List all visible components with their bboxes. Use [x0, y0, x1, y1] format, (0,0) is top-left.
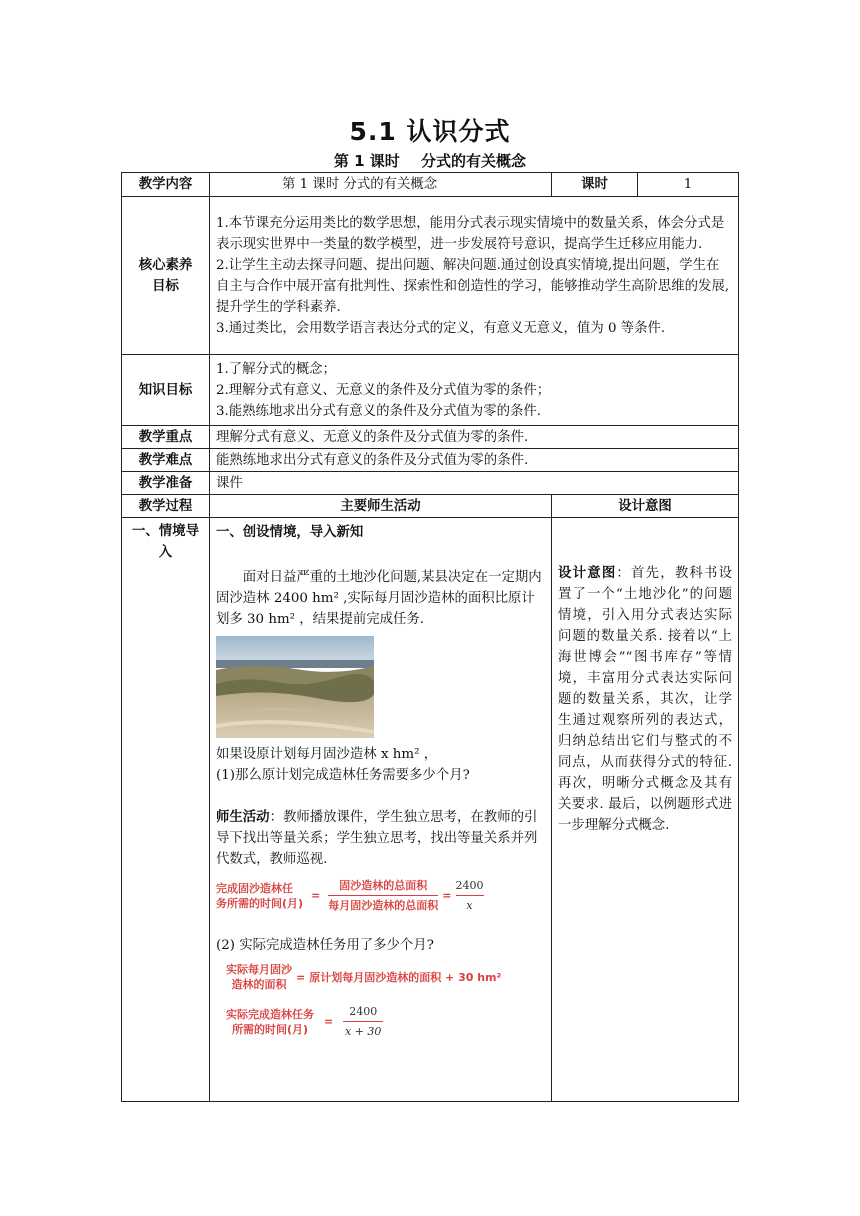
desert-photo	[216, 636, 374, 738]
row-content	[122, 173, 739, 197]
equation-3	[216, 1004, 545, 1039]
intent-paragraph	[558, 563, 732, 836]
question-1: (1)那么原计划完成造林任务需要多少个月?	[216, 768, 470, 783]
value-difficult: 能熟练地求出分式有意义的条件及分式值为零的条件.	[210, 449, 739, 472]
knowledge-item-3: 3.能熟练地求出分式有意义的条件及分式值为零的条件.	[216, 403, 542, 419]
row-core	[122, 197, 739, 355]
label-difficult: 教学难点	[122, 449, 210, 472]
question-intro: 如果设原计划每月固沙造林 x hm² ，	[216, 747, 438, 762]
eq3-fraction	[343, 1004, 383, 1039]
equation-2	[216, 962, 545, 992]
label-prep: 教学准备	[122, 472, 210, 495]
section-title: 一、创设情境，导入新知	[216, 525, 364, 540]
row-process-header	[122, 495, 739, 518]
eq1-equals-2: =	[442, 889, 452, 902]
header-process: 教学过程	[122, 495, 210, 518]
eq1-result-bar	[456, 895, 484, 896]
eq3-fraction-bar	[343, 1021, 383, 1022]
lesson-plan-table	[121, 172, 739, 1102]
activity-label: 师生活动	[216, 810, 270, 825]
eq1-result-num: 2400	[455, 879, 484, 892]
value-key: 理解分式有意义、无意义的条件及分式值为零的条件.	[210, 426, 739, 449]
eq1-result-den: x	[466, 899, 473, 912]
eq3-left-line1: 实际完成造林任务	[226, 1007, 314, 1021]
eq2-left	[226, 962, 292, 992]
eq2-right: 原计划每月固沙造林的面积 + 30 hm²	[309, 970, 502, 984]
value-content: 第 1 课时 分式的有关概念	[210, 173, 552, 197]
activity-paragraph	[216, 807, 545, 870]
label-core-line2: 目标	[152, 278, 179, 294]
desert-photo-image	[216, 636, 374, 738]
eq3-equals: =	[324, 1015, 334, 1028]
subtitle-period: 第 1 课时	[333, 152, 400, 170]
eq1-left-line1: 完成固沙造林任	[216, 881, 293, 895]
row-prep	[122, 472, 739, 495]
eq1-denominator: 每月固沙造林的总面积	[328, 899, 439, 912]
core-item-1: 1.本节课充分运用类比的数学思想，能用分式表示现实情境中的数量关系，体会分式是表示现实世界中一类量的数学模型，进一步发展符号意识，提高学生迁移应用能力.	[216, 215, 725, 252]
subtitle-topic: 分式的有关概念	[421, 152, 527, 170]
intent-label: 设计意图	[558, 566, 617, 581]
intent-text: ：首先，教科书设置了一个“土地沙化”的问题情境，引入用分式表达实际问题的数量关系. 接着以“上海世博会”“图书库存”等情境，丰富用分式表达实际问题的数量关系，其次，让学生通过观察所列的表达式，归纳总结出它们与整式的不同点，从而获得分式的特征.再次，明晰分式概念及其有关要求. 最后，以例题形式进一步理解分式概念.	[558, 566, 733, 833]
label-core	[122, 197, 210, 355]
eq3-left	[226, 1007, 314, 1037]
eq2-left-line1: 实际每月固沙	[226, 963, 292, 976]
label-stage: 一、情境导入	[122, 518, 210, 1102]
header-intent: 设计意图	[552, 495, 739, 518]
core-item-2: 2.让学生主动去探寻问题、提出问题、解决问题.通过创设真实情境,提出问题，学生在自主与合作中展开富有批判性、探索性和创造性的学习，能够推动学生高阶思维的发展,提升学生的学科素养.	[216, 257, 730, 315]
document-subtitle	[0, 150, 860, 171]
eq2-left-line2: 造林的面积	[231, 978, 287, 991]
equation-1	[216, 878, 545, 913]
knowledge-item-1: 1.了解分式的概念；	[216, 361, 336, 377]
eq1-fraction	[328, 878, 438, 913]
eq2-equals: =	[296, 970, 306, 984]
activity-text: ：教师播放课件，学生独立思考，在教师的引导下找出等量关系；学生独立思考，找出等量关系并列代数式，教师巡视.	[216, 810, 538, 867]
core-item-3: 3.通过类比，会用数学语言表达分式的定义，有意义无意义，值为 0 等条件.	[216, 320, 666, 336]
label-content: 教学内容	[122, 173, 210, 197]
value-period: 1	[638, 173, 739, 197]
activity-cell	[210, 518, 552, 1102]
eq3-numerator: 2400	[349, 1005, 378, 1018]
row-process	[122, 518, 739, 1102]
row-difficult	[122, 449, 739, 472]
document-title: 5.1 认识分式	[349, 117, 511, 146]
value-core	[210, 197, 739, 355]
eq1-numerator: 固沙造林的总面积	[339, 879, 428, 892]
eq3-left-line2: 所需的时间(月)	[231, 1022, 309, 1036]
eq1-left-line2: 务所需的时间(月)	[216, 896, 304, 910]
label-period: 课时	[552, 173, 638, 197]
eq1-left	[216, 881, 303, 911]
intent-cell	[552, 518, 739, 1102]
header-activity: 主要师生活动	[210, 495, 552, 518]
eq1-fraction-bar	[328, 895, 438, 896]
story-text: 面对日益严重的土地沙化问题,某县决定在一定期内固沙造林 2400 hm² ,实际每月固沙造林的面积比原计划多 30 hm² ，结果提前完成任务.	[216, 570, 542, 627]
knowledge-item-2: 2.理解分式有意义、无意义的条件及分式值为零的条件；	[216, 382, 551, 398]
value-prep: 课件	[210, 472, 739, 495]
value-knowledge	[210, 355, 739, 426]
label-core-line1: 核心素养	[138, 257, 193, 273]
label-knowledge: 知识目标	[122, 355, 210, 426]
eq3-denominator: x + 30	[345, 1025, 382, 1038]
question-2: (2) 实际完成造林任务用了多少个月?	[216, 938, 434, 953]
row-knowledge	[122, 355, 739, 426]
label-key: 教学重点	[122, 426, 210, 449]
eq1-result	[456, 878, 484, 913]
row-key	[122, 426, 739, 449]
eq1-equals: =	[311, 889, 321, 902]
